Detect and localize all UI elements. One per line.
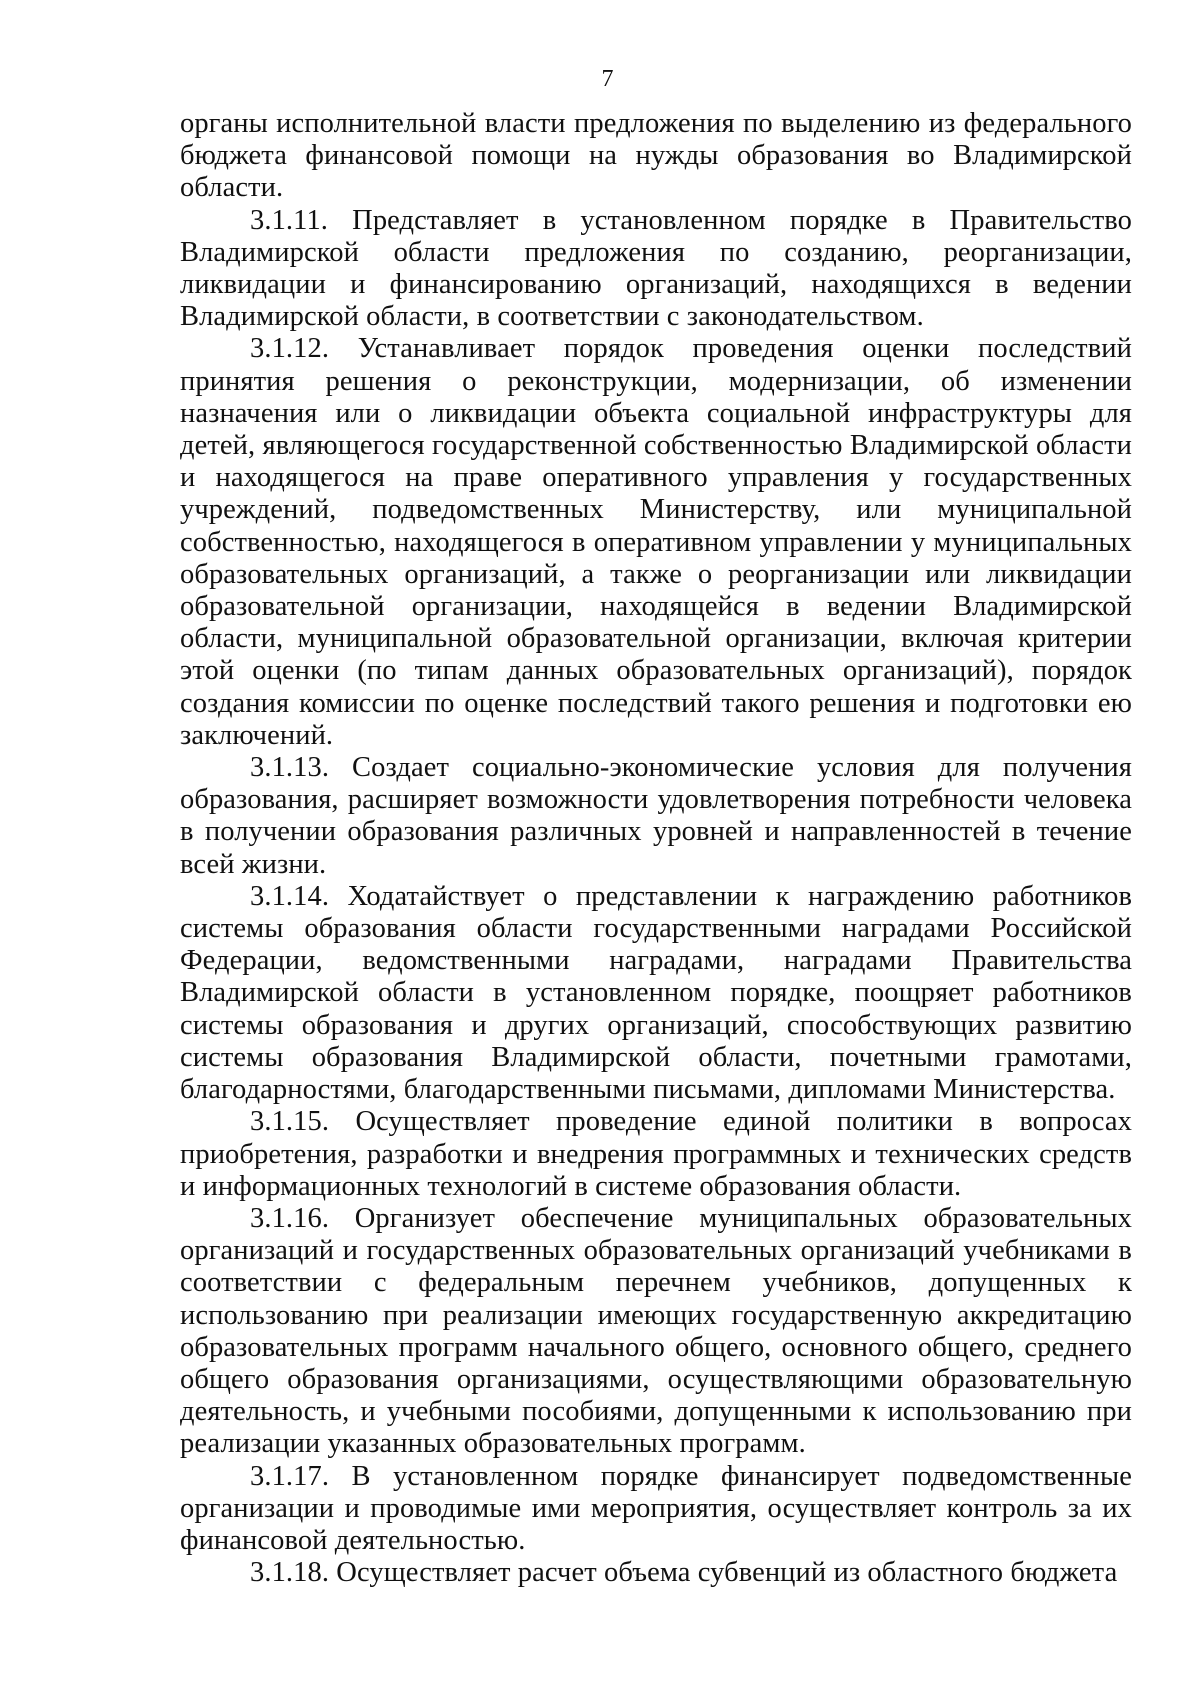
paragraph-3-1-15: 3.1.15. Осуществляет проведение единой политики в вопросах приобретения, разработки и внедрения программных и технических средств и информационных технологий в системе образования области.	[180, 1106, 1132, 1202]
paragraph-3-1-16: 3.1.16. Организует обеспечение муниципальных образовательных организаций и государственных образовательных организаций учебниками в соответствии с федеральным перечнем учебников, допущенных к использованию при реализации имеющих государственную аккредитацию образовательных программ начального общего, основного общего, среднего общего образования организациями, осуществляющими образовательную деятельность, и учебными пособиями, допущенными к использованию при реализации указанных образовательных программ.	[180, 1202, 1132, 1460]
paragraph-3-1-13: 3.1.13. Создает социально-экономические условия для получения образования, расширяет возможности удовлетворения потребности человека в получении образования различных уровней и направленностей в течение всей жизни.	[180, 752, 1132, 880]
paragraph-3-1-12: 3.1.12. Устанавливает порядок проведения оценки последствий принятия решения о реконструкции, модернизации, об изменении назначения или о ликвидации объекта социальной инфраструктуры для детей, являющегося государственной собственностью Владимирской области и находящегося на праве оперативного управления у государственных учреждений, подведомственных Министерству, или муниципальной собственностью, находящегося в оперативном управлении у муниципальных образовательных организаций, а также о реорганизации или ликвидации образовательной организации, находящейся в ведении Владимирской области, муниципальной образовательной организации, включая критерии этой оценки (по типам данных образовательных организаций), порядок создания комиссии по оценке последствий такого решения и подготовки ею заключений.	[180, 333, 1132, 751]
document-body	[180, 108, 1132, 1589]
page-number: 7	[601, 66, 614, 92]
paragraph-continuation: органы исполнительной власти предложения по выделению из федерального бюджета финансовой помощи на нужды образования во Владимирской области.	[180, 108, 1132, 204]
paragraph-3-1-18: 3.1.18. Осуществляет расчет объема субвенций из областного бюджета	[250, 1557, 1118, 1589]
paragraph-3-1-17: 3.1.17. В установленном порядке финансирует подведомственные организации и проводимые ими мероприятия, осуществляет контроль за их финансовой деятельностью.	[180, 1460, 1132, 1556]
paragraph-3-1-14: 3.1.14. Ходатайствует о представлении к награждению работников системы образования области государственными наградами Российской Федерации, ведомственными наградами, наградами Правительства Владимирской области в установленном порядке, поощряет работников системы образования и других организаций, способствующих развитию системы образования Владимирской области, почетными грамотами, благодарностями, благодарственными письмами, дипломами Министерства.	[180, 880, 1132, 1106]
paragraph-3-1-11: 3.1.11. Представляет в установленном порядке в Правительство Владимирской области предложения по созданию, реорганизации, ликвидации и финансированию организаций, находящихся в ведении Владимирской области, в соответствии с законодательством.	[180, 204, 1132, 333]
